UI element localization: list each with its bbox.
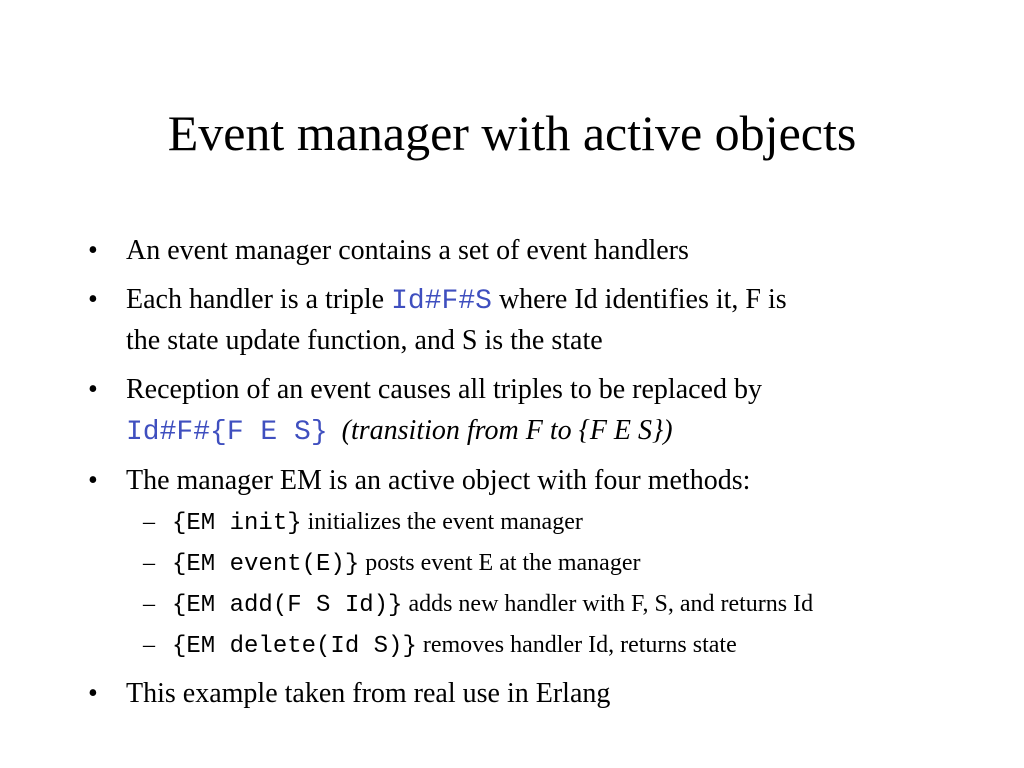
bullet-text: Reception of an event causes all triples to be replaced by [126,374,762,405]
method-desc: adds new handler with F, S, and returns Id [402,591,814,617]
bullet-marker: • [88,235,98,266]
method-text [172,630,737,662]
method-code: {EM init} [172,510,302,537]
method-desc: posts event E at the manager [359,550,641,576]
code-transition: Id#F#{F E S} [126,417,328,448]
sub-marker: – [143,550,155,576]
slide-title: Event manager with active objects [167,105,857,161]
code-triple: Id#F#S [391,286,492,317]
bullet-text: This example taken from real use in Erlang [126,678,611,709]
bullet-text: An event manager contains a set of event handlers [126,235,689,266]
sub-marker: – [143,591,155,617]
bullet-text-post: where Id identifies it, F is [491,284,787,315]
bullet-text-pre: Each handler is a triple [126,284,392,315]
method-text [172,507,583,539]
bullet-text [126,279,966,322]
method-code: {EM add(F S Id)} [172,592,403,619]
bullet-text-line2: the state update function, and S is the state [126,325,603,356]
bullet-marker: • [88,284,98,315]
sub-marker: – [143,632,155,658]
sub-marker: – [143,509,155,535]
method-code: {EM event(E)} [172,551,360,578]
method-code: {EM delete(Id S)} [172,633,417,660]
bullet-marker: • [88,374,98,405]
method-desc: removes handler Id, returns state [416,632,737,658]
bullet-text: The manager EM is an active object with four methods: [126,465,751,496]
bullet-text-line2 [126,410,966,453]
method-text [172,589,813,621]
bullet-marker: • [88,678,98,709]
transition-note: (transition from F to {F E S}) [341,415,673,446]
bullet-marker: • [88,465,98,496]
method-desc: initializes the event manager [301,509,583,535]
method-text [172,548,640,580]
